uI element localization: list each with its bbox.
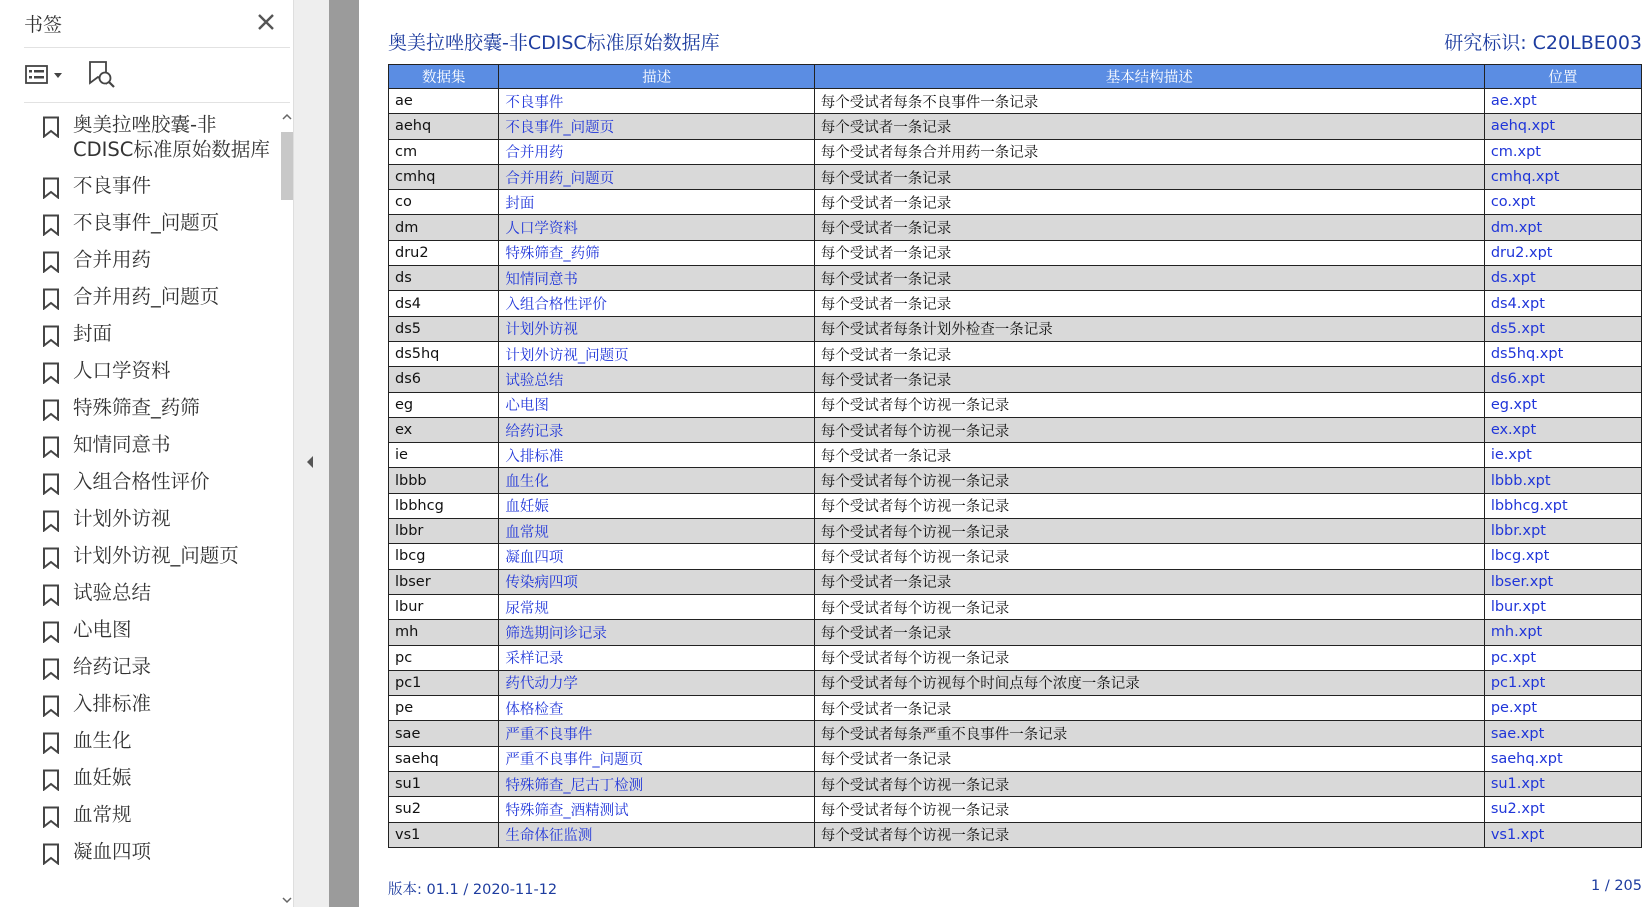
table-row (389, 114, 1642, 139)
dataset-cell: lbur (389, 594, 499, 619)
bookmark-item[interactable] (24, 356, 276, 386)
bookmark-icon (42, 325, 60, 347)
description-cell[interactable]: 合并用药 (499, 139, 814, 164)
bookmark-icon (42, 399, 60, 421)
table-row (389, 215, 1642, 240)
bookmark-icon (42, 732, 60, 754)
dataset-cell: lbcg (389, 544, 499, 569)
description-cell[interactable]: 给药记录 (499, 417, 814, 442)
description-cell[interactable]: 体格检查 (499, 696, 814, 721)
table-row (389, 519, 1642, 544)
location-cell[interactable]: cmhq.xpt (1484, 164, 1641, 189)
bookmark-label: 知情同意书 (73, 433, 171, 456)
structure-cell: 每个受试者每个访视一条记录 (814, 645, 1484, 670)
description-cell[interactable]: 知情同意书 (499, 266, 814, 291)
panel-toolbar (24, 49, 290, 103)
structure-cell: 每个受试者每个访视一条记录 (814, 519, 1484, 544)
dataset-cell: ds5 (389, 316, 499, 341)
location-cell[interactable]: pc1.xpt (1484, 670, 1641, 695)
structure-cell: 每个受试者每个访视一条记录 (814, 772, 1484, 797)
location-cell[interactable]: su2.xpt (1484, 797, 1641, 822)
location-cell[interactable]: lbser.xpt (1484, 569, 1641, 594)
list-options-icon (24, 59, 68, 91)
structure-cell: 每个受试者每个访视每个时间点每个浓度一条记录 (814, 670, 1484, 695)
structure-cell: 每个受试者一条记录 (814, 164, 1484, 189)
dataset-cell: ds5hq (389, 341, 499, 366)
description-cell[interactable]: 不良事件_问题页 (499, 114, 814, 139)
table-row (389, 266, 1642, 291)
description-cell[interactable]: 入排标准 (499, 443, 814, 468)
dataset-cell: ds6 (389, 367, 499, 392)
structure-cell: 每个受试者每个访视一条记录 (814, 468, 1484, 493)
structure-cell: 每个受试者一条记录 (814, 190, 1484, 215)
table-row (389, 291, 1642, 316)
chevron-up-icon (281, 110, 293, 124)
dataset-cell: lbbb (389, 468, 499, 493)
dataset-cell: ae (389, 89, 499, 114)
location-cell[interactable]: su1.xpt (1484, 772, 1641, 797)
description-cell[interactable]: 血常规 (499, 519, 814, 544)
location-cell[interactable]: pe.xpt (1484, 696, 1641, 721)
panel-title: 书签 (24, 14, 63, 36)
close-icon (252, 8, 280, 36)
bookmark-label: 血常规 (73, 803, 132, 826)
structure-cell: 每个受试者每条计划外检查一条记录 (814, 316, 1484, 341)
location-cell[interactable]: ds5.xpt (1484, 316, 1641, 341)
bookmark-label: 不良事件_问题页 (73, 211, 220, 234)
bookmark-label: 计划外访视_问题页 (73, 544, 239, 567)
location-cell[interactable]: ae.xpt (1484, 89, 1641, 114)
table-row (389, 367, 1642, 392)
location-cell[interactable]: pc.xpt (1484, 645, 1641, 670)
description-cell[interactable]: 血生化 (499, 468, 814, 493)
location-cell[interactable]: lbbb.xpt (1484, 468, 1641, 493)
bookmark-icon (42, 769, 60, 791)
study-id: 研究标识: C20LBE003 (1444, 32, 1642, 54)
bookmark-item[interactable] (24, 726, 276, 756)
description-cell[interactable]: 入组合格性评价 (499, 291, 814, 316)
dataset-cell: cm (389, 139, 499, 164)
bookmark-label: 计划外访视 (73, 507, 171, 530)
bookmark-label: 入排标准 (73, 692, 152, 715)
location-cell[interactable]: ds.xpt (1484, 266, 1641, 291)
bookmark-item[interactable] (24, 837, 276, 867)
bookmark-label: 凝血四项 (73, 840, 152, 863)
bookmark-label: 封面 (73, 322, 113, 345)
structure-cell: 每个受试者一条记录 (814, 341, 1484, 366)
panel-header (24, 0, 290, 48)
bookmark-scrollbar[interactable] (279, 110, 295, 907)
header-location: 位置 (1484, 65, 1641, 89)
find-bookmark-icon (86, 59, 118, 91)
table-row (389, 569, 1642, 594)
dataset-cell: aehq (389, 114, 499, 139)
collapse-panel-button[interactable] (302, 452, 318, 472)
bookmark-item[interactable] (24, 652, 276, 682)
options-menu-button[interactable] (24, 59, 68, 91)
location-cell[interactable]: ie.xpt (1484, 443, 1641, 468)
table-row (389, 620, 1642, 645)
dataset-cell: sae (389, 721, 499, 746)
table-row (389, 341, 1642, 366)
description-cell[interactable]: 计划外访视_问题页 (499, 341, 814, 366)
description-cell[interactable]: 凝血四项 (499, 544, 814, 569)
version-footer: 版本: 01.1 / 2020-11-12 (388, 882, 558, 898)
bookmark-icon (42, 843, 60, 865)
dataset-cell: lbser (389, 569, 499, 594)
bookmark-label: 合并用药_问题页 (73, 285, 220, 308)
description-cell[interactable]: 生命体征监测 (499, 822, 814, 847)
bookmark-icon (42, 116, 60, 138)
bookmark-label: 不良事件 (73, 174, 152, 197)
location-cell[interactable]: sae.xpt (1484, 721, 1641, 746)
header-dataset: 数据集 (389, 65, 499, 89)
structure-cell: 每个受试者一条记录 (814, 620, 1484, 645)
dataset-cell: saehq (389, 746, 499, 771)
bookmark-item[interactable] (24, 541, 276, 571)
structure-cell: 每个受试者一条记录 (814, 215, 1484, 240)
bookmark-item[interactable] (24, 430, 276, 460)
document-title: 奥美拉唑胶囊-非CDISC标准原始数据库 (388, 32, 720, 54)
bookmark-item[interactable] (24, 171, 276, 201)
bookmark-item[interactable] (24, 578, 276, 608)
description-cell[interactable]: 尿常规 (499, 594, 814, 619)
structure-cell: 每个受试者一条记录 (814, 367, 1484, 392)
bookmark-item[interactable] (24, 467, 276, 497)
table-row (389, 645, 1642, 670)
bookmark-item[interactable] (24, 800, 276, 830)
scroll-down-arrow[interactable] (281, 893, 293, 907)
description-cell[interactable]: 试验总结 (499, 367, 814, 392)
location-cell[interactable]: ds6.xpt (1484, 367, 1641, 392)
dataset-cell: ds4 (389, 291, 499, 316)
bookmark-item[interactable] (24, 245, 276, 275)
table-row (389, 696, 1642, 721)
close-panel-button[interactable] (252, 8, 280, 36)
description-cell[interactable]: 特殊筛查_药筛 (499, 240, 814, 265)
structure-cell: 每个受试者一条记录 (814, 240, 1484, 265)
dataset-cell: co (389, 190, 499, 215)
dataset-cell: lbbr (389, 519, 499, 544)
description-cell[interactable]: 严重不良事件 (499, 721, 814, 746)
bookmark-label: 心电图 (73, 618, 132, 641)
location-cell[interactable]: vs1.xpt (1484, 822, 1641, 847)
bookmark-icon (42, 473, 60, 495)
dataset-cell: dm (389, 215, 499, 240)
table-row (389, 670, 1642, 695)
description-cell[interactable]: 不良事件 (499, 89, 814, 114)
bookmark-item[interactable] (24, 208, 276, 238)
description-cell[interactable]: 特殊筛查_尼古丁检测 (499, 772, 814, 797)
bookmark-label: 合并用药 (73, 248, 152, 271)
location-cell[interactable]: lbur.xpt (1484, 594, 1641, 619)
location-cell[interactable]: co.xpt (1484, 190, 1641, 215)
description-cell[interactable]: 筛选期问诊记录 (499, 620, 814, 645)
bookmark-icon (42, 436, 60, 458)
dataset-cell: ie (389, 443, 499, 468)
dataset-cell: dru2 (389, 240, 499, 265)
chevron-left-icon (302, 452, 318, 472)
bookmark-icon (42, 584, 60, 606)
description-cell[interactable]: 传染病四项 (499, 569, 814, 594)
dataset-cell: su2 (389, 797, 499, 822)
structure-cell: 每个受试者每个访视一条记录 (814, 797, 1484, 822)
structure-cell: 每个受试者一条记录 (814, 569, 1484, 594)
table-row (389, 468, 1642, 493)
table-row (389, 316, 1642, 341)
bookmark-item[interactable] (24, 763, 276, 793)
location-cell[interactable]: lbbhcg.xpt (1484, 493, 1641, 518)
location-cell[interactable]: dm.xpt (1484, 215, 1641, 240)
table-row (389, 544, 1642, 569)
location-cell[interactable]: mh.xpt (1484, 620, 1641, 645)
table-row (389, 822, 1642, 847)
bookmark-icon (42, 362, 60, 384)
description-cell[interactable]: 心电图 (499, 392, 814, 417)
structure-cell: 每个受试者每条严重不良事件一条记录 (814, 721, 1484, 746)
dataset-table (388, 64, 1642, 848)
table-row (389, 190, 1642, 215)
table-row (389, 594, 1642, 619)
dataset-cell: ds (389, 266, 499, 291)
table-row (389, 797, 1642, 822)
description-cell[interactable]: 人口学资料 (499, 215, 814, 240)
find-bookmark-button[interactable] (86, 59, 118, 91)
bookmark-icon (42, 547, 60, 569)
dataset-cell: mh (389, 620, 499, 645)
bookmark-label: 试验总结 (73, 581, 152, 604)
dataset-cell: pe (389, 696, 499, 721)
bookmark-icon (42, 251, 60, 273)
bookmark-icon (42, 658, 60, 680)
dataset-cell: su1 (389, 772, 499, 797)
structure-cell: 每个受试者一条记录 (814, 114, 1484, 139)
bookmark-item[interactable] (24, 319, 276, 349)
table-row (389, 89, 1642, 114)
location-cell[interactable]: eg.xpt (1484, 392, 1641, 417)
table-row (389, 721, 1642, 746)
bookmark-panel (0, 0, 294, 907)
structure-cell: 每个受试者一条记录 (814, 443, 1484, 468)
table-row (389, 164, 1642, 189)
location-cell[interactable]: dru2.xpt (1484, 240, 1641, 265)
structure-cell: 每个受试者一条记录 (814, 746, 1484, 771)
bookmark-label: 人口学资料 (73, 359, 171, 382)
table-row (389, 493, 1642, 518)
location-cell[interactable]: saehq.xpt (1484, 746, 1641, 771)
location-cell[interactable]: lbcg.xpt (1484, 544, 1641, 569)
description-cell[interactable]: 严重不良事件_问题页 (499, 746, 814, 771)
bookmark-label: 给药记录 (73, 655, 152, 678)
bookmark-icon (42, 288, 60, 310)
bookmark-label: 入组合格性评价 (73, 470, 210, 493)
page-number: 1 / 205 (1590, 878, 1642, 894)
bookmark-icon (42, 510, 60, 532)
dataset-cell: pc (389, 645, 499, 670)
structure-cell: 每个受试者每个访视一条记录 (814, 417, 1484, 442)
structure-cell: 每个受试者每个访视一条记录 (814, 493, 1484, 518)
description-cell[interactable]: 药代动力学 (499, 670, 814, 695)
description-cell[interactable]: 血妊娠 (499, 493, 814, 518)
table-row (389, 746, 1642, 771)
structure-cell: 每个受试者每个访视一条记录 (814, 392, 1484, 417)
header-description: 描述 (499, 65, 814, 89)
bookmark-icon (42, 695, 60, 717)
structure-cell: 每个受试者每条不良事件一条记录 (814, 89, 1484, 114)
table-row (389, 772, 1642, 797)
bookmark-icon (42, 177, 60, 199)
bookmark-label: 特殊筛查_药筛 (73, 396, 200, 419)
description-cell[interactable]: 特殊筛查_酒精测试 (499, 797, 814, 822)
dataset-cell: vs1 (389, 822, 499, 847)
table-row (389, 443, 1642, 468)
bookmark-label: 血生化 (73, 729, 132, 752)
bookmark-icon (42, 806, 60, 828)
bookmark-item[interactable] (24, 615, 276, 645)
bookmark-label: 血妊娠 (73, 766, 132, 789)
structure-cell: 每个受试者一条记录 (814, 266, 1484, 291)
bookmark-item[interactable] (24, 282, 276, 312)
bookmark-item[interactable] (24, 689, 276, 719)
bookmark-item[interactable] (24, 393, 276, 423)
chevron-down-icon (281, 893, 293, 907)
bookmark-label: 奥美拉唑胶囊-非CDISC标准原始数据库 (73, 113, 270, 161)
location-cell[interactable]: ex.xpt (1484, 417, 1641, 442)
scroll-thumb[interactable] (281, 132, 293, 200)
structure-cell: 每个受试者一条记录 (814, 696, 1484, 721)
table-row (389, 392, 1642, 417)
location-cell[interactable]: ds4.xpt (1484, 291, 1641, 316)
description-cell[interactable]: 计划外访视 (499, 316, 814, 341)
bookmark-icon (42, 214, 60, 236)
location-cell[interactable]: aehq.xpt (1484, 114, 1641, 139)
dataset-cell: lbbhcg (389, 493, 499, 518)
bookmark-item[interactable] (24, 504, 276, 534)
description-cell[interactable]: 合并用药_问题页 (499, 164, 814, 189)
dataset-cell: eg (389, 392, 499, 417)
scroll-up-arrow[interactable] (281, 110, 293, 124)
table-row (389, 139, 1642, 164)
dataset-cell: cmhq (389, 164, 499, 189)
bookmark-item[interactable] (24, 110, 276, 164)
description-cell[interactable]: 封面 (499, 190, 814, 215)
table-body (389, 89, 1642, 848)
table-row (389, 240, 1642, 265)
description-cell[interactable]: 采样记录 (499, 645, 814, 670)
structure-cell: 每个受试者一条记录 (814, 291, 1484, 316)
dataset-cell: pc1 (389, 670, 499, 695)
structure-cell: 每个受试者每条合并用药一条记录 (814, 139, 1484, 164)
structure-cell: 每个受试者每个访视一条记录 (814, 822, 1484, 847)
bookmark-list (24, 110, 276, 907)
header-structure: 基本结构描述 (814, 65, 1484, 89)
panel-splitter[interactable] (294, 0, 329, 907)
page-gutter (329, 0, 359, 907)
structure-cell: 每个受试者每个访视一条记录 (814, 594, 1484, 619)
table-row (389, 417, 1642, 442)
structure-cell: 每个受试者每个访视一条记录 (814, 544, 1484, 569)
bookmark-icon (42, 621, 60, 643)
table-header-row (389, 65, 1642, 89)
location-cell[interactable]: lbbr.xpt (1484, 519, 1641, 544)
location-cell[interactable]: ds5hq.xpt (1484, 341, 1641, 366)
dataset-cell: ex (389, 417, 499, 442)
document-page (359, 0, 1652, 907)
location-cell[interactable]: cm.xpt (1484, 139, 1641, 164)
